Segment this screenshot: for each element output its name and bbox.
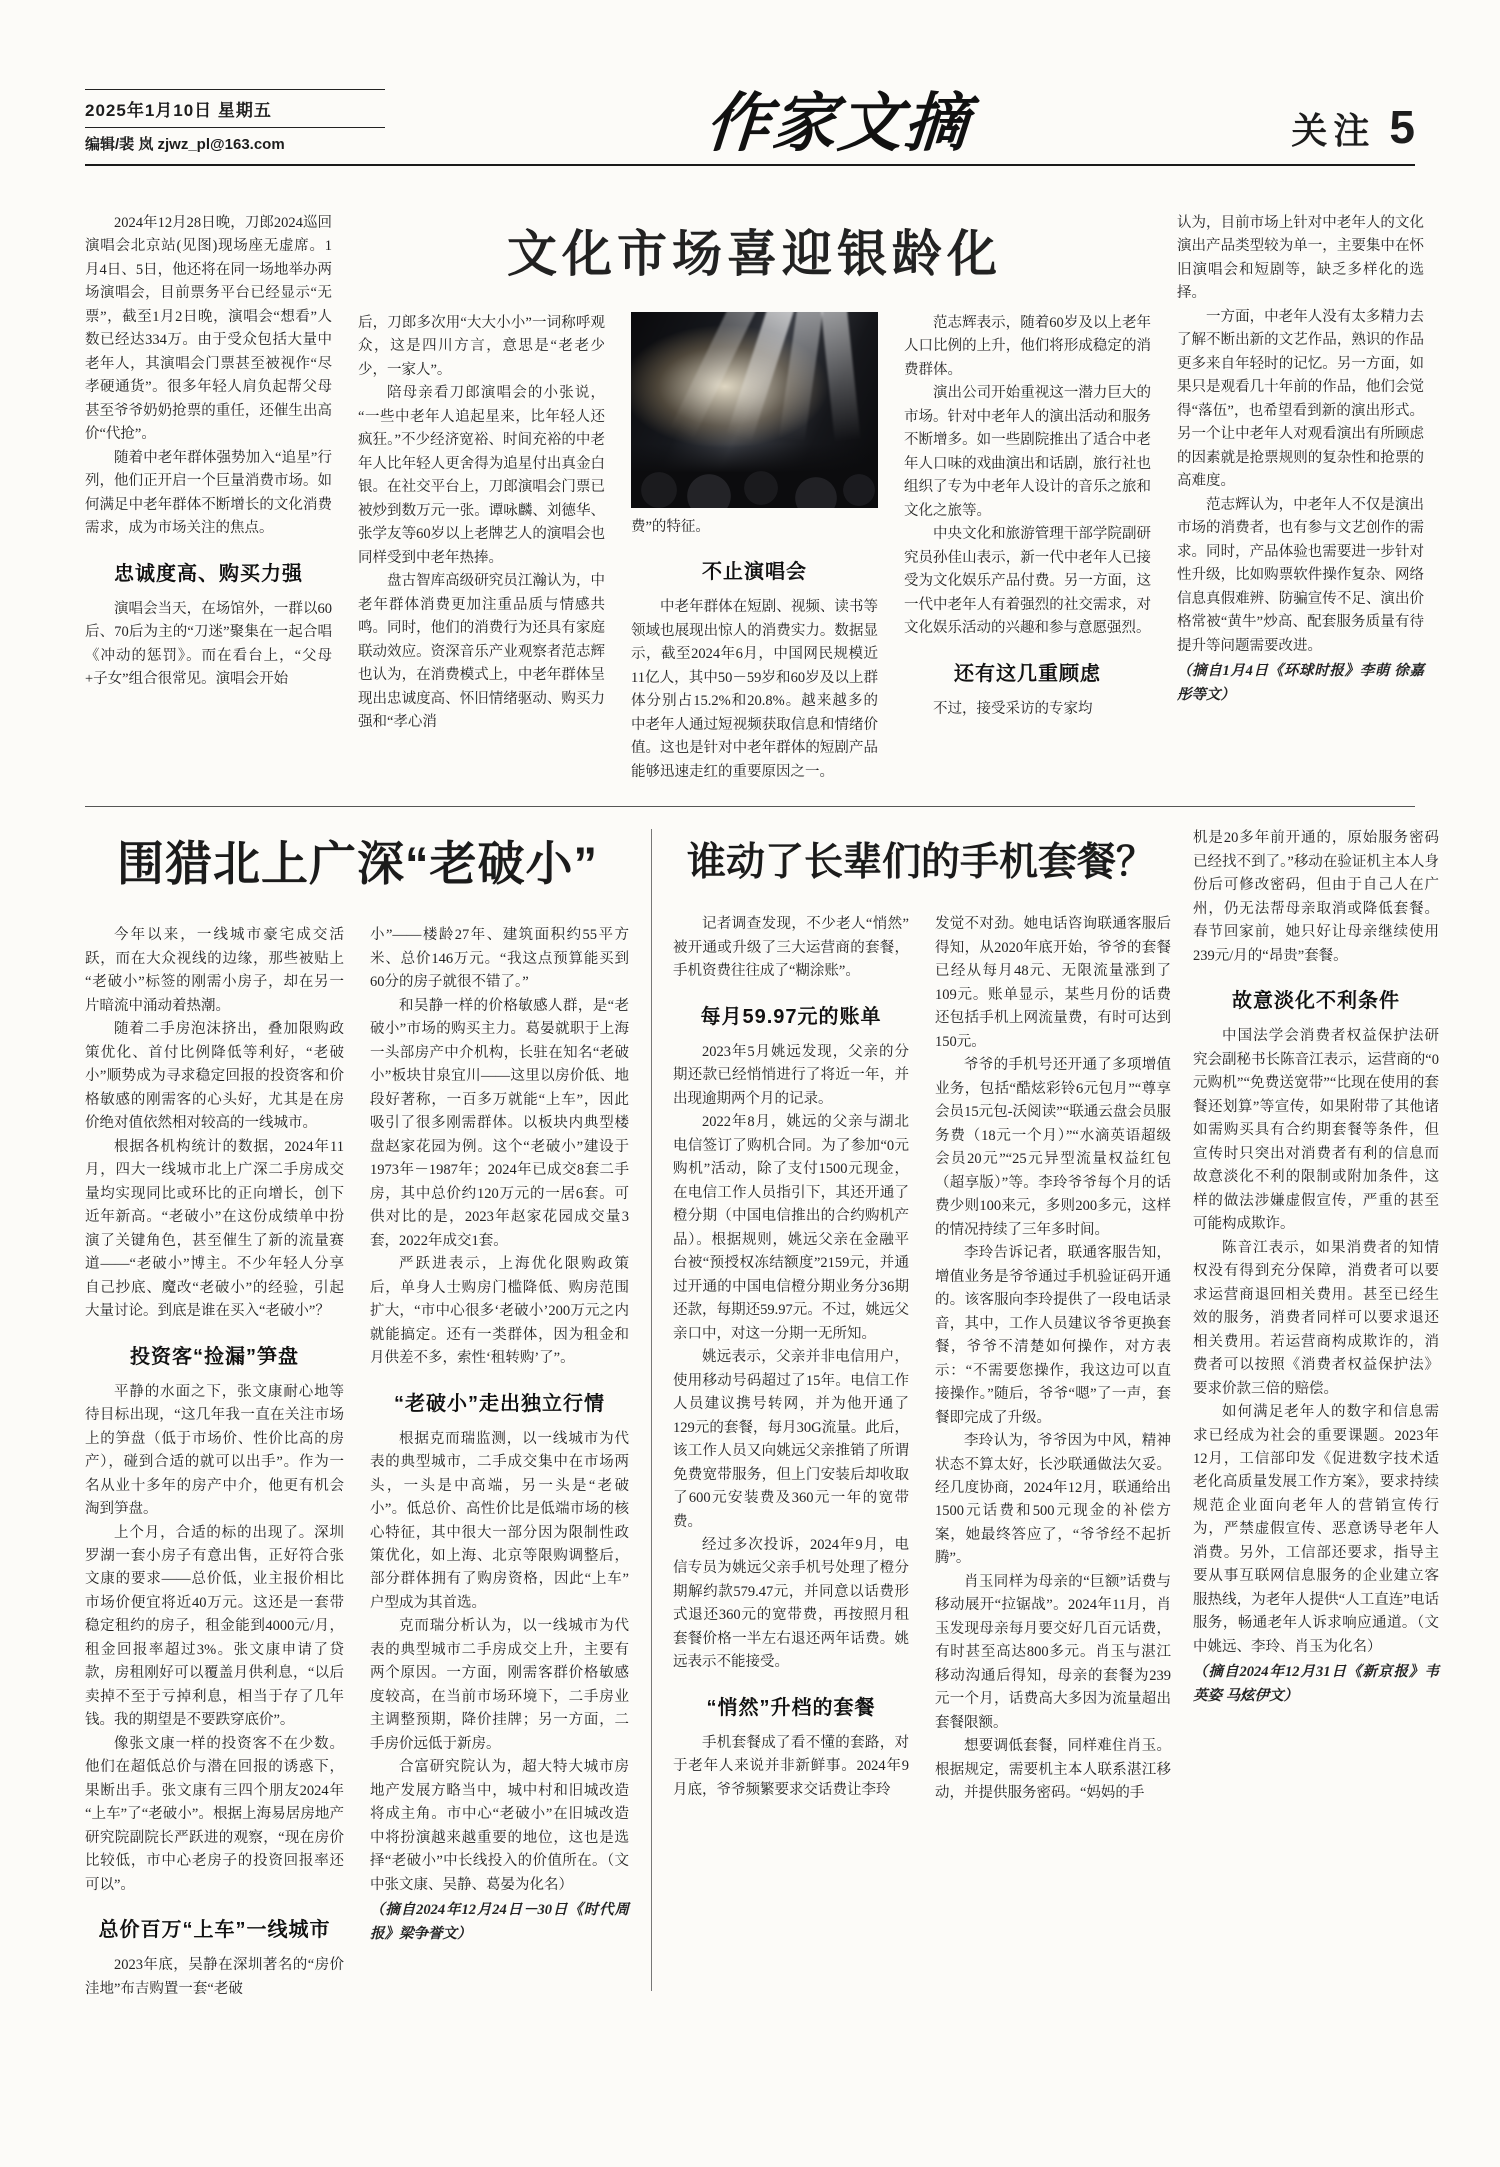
article-column-2 xyxy=(358,312,605,784)
page-header xyxy=(85,86,1415,161)
paragraph: 记者调查发现，不少老人“悄然”被开通或升级了三大运营商的套餐，手机资费往往成了“糊涂账”。 xyxy=(673,916,909,980)
paragraph: 经过多次投诉，2024年9月，电信专员为姚远父亲手机号处理了橙分期解约款579.47元，并同意以话费形式退还360元的宽带费，再按照月租套餐价格一半左右退还两年话费。姚远表示不能接受。 xyxy=(673,1536,909,1671)
bottom-section xyxy=(85,823,1439,2001)
paragraph: 一方面，中老年人没有太多精力去了解不断出新的文艺作品，熟识的作品更多来自年轻时的记忆。另一方面，如果只是观看几十年前的作品，他们会觉得“落伍”，也希望看到新的演出形式。另一个让中老年人对观看演出有所顾虑的因素就是抢票规则的复杂性和抢票的高难度。 xyxy=(1177,308,1424,490)
paragraph: 和吴静一样的价格敏感人群，是“老破小”市场的购买主力。葛晏就职于上海一头部房产中介机构，长驻在知名“老破小”板块甘泉宜川——这里以房价低、地段好著称，一百多万就能“上车”，因此吸引了很多刚需群体。以板块内典型楼盘赵家花园为例。这个“老破小”建设于1973年－1987年；2024年已成交8套二手房，其中总价约120万元的一居6套。可供对比的是，2023年赵家花园成交量3套，2022年成交1套。 xyxy=(370,997,629,1249)
subheading: 每月59.97元的账单 xyxy=(700,1005,882,1028)
paragraph: 陈音江表示，如果消费者的知情权没有得到充分保障，消费者可以要求运营商退回相关费用。甚至已经生效的服务，消费者同样可以要求退还相关费用。若运营商构成欺诈的，消费者可以按照《消费者权益保护法》要求价款三倍的赔偿。 xyxy=(1193,1239,1439,1397)
article-center-block xyxy=(358,212,1151,784)
source-attribution: （摘自2024年12月24日－30日《时代周报》梁争誉文） xyxy=(370,1902,629,1942)
paragraph: 想要调低套餐，同样难住肖玉。根据规定，需要机主本人联系湛江移动，并提供服务密码。“妈妈的手 xyxy=(935,1738,1171,1802)
audience-silhouette xyxy=(631,444,878,508)
section-name: 关注 xyxy=(1291,110,1376,151)
article-culture-market xyxy=(85,212,1424,784)
paragraph: 范志辉认为，中老年人不仅是演出市场的消费者，也有参与文艺创作的需求。同时，产品体验也需要进一步针对性升级，比如购票软件操作复杂、网络信息真假难辨、防骗宣传不足、演出价格常被“黄牛”炒高、配套服务质量有待提升等问题需要改进。 xyxy=(1177,496,1424,654)
subheading: 忠诚度高、购买力强 xyxy=(114,562,303,585)
header-left-block xyxy=(85,89,385,156)
paragraph: 如何满足老年人的数字和信息需求已经成为社会的重要课题。2023年12月，工信部印发《促进数字技术适老化高质量发展工作方案》，要求持续规范企业面向老年人的营销宣传行为，严禁虚假宣传、恶意诱导老年人消费。另外，工信部还要求，指导主要从事互联网信息服务的企业建立客服热线，为老年人提供“人工直连”电话服务，畅通老年人诉求响应通道。（文中姚远、李玲、肖玉为化名） xyxy=(1193,1404,1439,1655)
vertical-divider-rule xyxy=(651,829,652,1991)
paragraph: 今年以来，一线城市豪宅成交活跃，而在大众视线的边缘，那些被贴上“老破小”标签的刚需小房子，却在另一片暗流中涌动着热潮。 xyxy=(85,927,344,1014)
paragraph: 小”——楼龄27年、建筑面积约55平方米、总价146万元。“我这点预算能买到60分的房子就很不错了。” xyxy=(370,927,629,991)
subheading: “老破小”走出独立行情 xyxy=(394,1392,605,1415)
paragraph: 2023年底，吴静在深圳著名的“房价洼地”布吉购置一套“老破 xyxy=(85,1957,344,1997)
column-3-text xyxy=(631,516,878,784)
article-title-phone-plans: 谁动了长辈们的手机套餐？ xyxy=(686,841,1155,885)
paragraph: 陪母亲看刀郎演唱会的小张说，“一些中老年人追起星来，比年轻人还疯狂。”不少经济宽裕、时间充裕的中老年人比年轻人更舍得为追星付出真金白银。在社交平台上，刀郎演唱会门票已被炒到数万元一张。谭咏麟、刘德华、张学友等60岁以上老牌艺人的演唱会也同样受到中老年热捧。 xyxy=(358,385,605,566)
paragraph: 范志辉表示，随着60岁及以上老年人口比例的上升，他们将形成稳定的消费群体。 xyxy=(904,315,1151,378)
article-column-1 xyxy=(85,212,332,784)
paragraph: 李玲认为，爷爷因为中风，精神状态不算太好，长沙联通做法欠妥。经几度协商，2024年12月，联通给出1500元话费和500元现金的补偿方案，她最终答应了，“爷爷经不起折腾”。 xyxy=(935,1433,1171,1567)
header-rule-mid xyxy=(85,127,385,128)
paragraph: 肖玉同样为母亲的“巨额”话费与移动展开“拉锯战”。2024年11月，肖玉发现母亲每月要交好几百元话费，有时甚至高达800多元。肖玉与湛江移动沟通后得知，母亲的套餐为239元一个月，话费高大多因为流量超出套餐限额。 xyxy=(935,1573,1171,1731)
laopoxiao-column-1 xyxy=(85,924,344,2001)
publication-date: 2025年1月10日 星期五 xyxy=(85,101,272,120)
paragraph: 不过，接受采访的专家均 xyxy=(933,700,1093,717)
paragraph: 机是20多年前开通的，原始服务密码已经找不到了。”移动在验证机主本人身份后可修改密码，但由于自己人在广州，仍无法帮母亲取消或降低套餐。春节回家前，她只好让母亲继续使用239元/月的“昂贵”套餐。 xyxy=(1193,830,1439,964)
paragraph: 演出公司开始重视这一潜力巨大的市场。针对中老年人的演出活动和服务不断增多。如一些剧院推出了适合中老年人口味的戏曲演出和话剧，旅行社也组织了专为中老年人设计的音乐之旅和文化之旅等。 xyxy=(904,385,1151,519)
paragraph: 2023年5月姚远发现，父亲的分期还款已经悄悄进行了将近一年，并出现逾期两个月的记录。 xyxy=(673,1043,909,1107)
subheading: 投资客“捡漏”笋盘 xyxy=(130,1345,299,1368)
subheading: 总价百万“上车”一线城市 xyxy=(98,1919,331,1942)
paragraph: 2022年8月，姚远的父亲与湖北电信签订了购机合同。为了参加“0元购机”活动，除了支付1500元现金，在电信工作人员指引下，其还开通了橙分期（中国电信推出的合约购机产品）。根据规则，姚远父亲在金融平台被“预授权冻结额度”2159元，并通过开通的中国电信橙分期业务分36期还款，每期还59.97元。不过，姚远父亲口中，对这一分期一无所知。 xyxy=(673,1114,909,1342)
stage-light-beam xyxy=(819,312,861,443)
article-title-culture-market: 文化市场喜迎银龄化 xyxy=(507,226,1002,282)
concert-crowd-photo xyxy=(631,312,878,508)
masthead-logo: 作家文摘 xyxy=(703,86,973,161)
paragraph: 上个月，合适的标的出现了。深圳罗湖一套小房子有意出售，正好符合张文康的要求——总价低，业主报价相比市场价便宜将近40万元。这还是一套带稳定租约的房子，租金能到4000元/月，租金回报率超过3%。张文康申请了贷款，房租刚好可以覆盖月供利息，“以后卖掉不至于亏掉利息，相当于存了几年钱。我的期望是不要跌穿底价”。 xyxy=(85,1524,344,1729)
phone-plans-column-2 xyxy=(935,913,1171,1805)
laopoxiao-column-2 xyxy=(370,924,629,2001)
source-attribution: （摘自2024年12月31日《新京报》韦英姿 马炫伊文） xyxy=(1193,1664,1439,1704)
paragraph: 2024年12月28日晚，刀郎2024巡回演唱会北京站(见图)现场座无虚席。1月4日、5日，他还将在同一场地举办两场演唱会，目前票务平台已经显示“无票”，截至1月2日晚，演唱会“想看”人数已经达334万。由于受众包括大量中老年人，其演唱会门票甚至被视作“尽孝硬通货”。很多年轻人肩负起帮父母甚至爷爷奶奶抢票的重任，还催生出高价“代抢”。 xyxy=(85,215,332,443)
paragraph: 李玲告诉记者，联通客服告知，增值业务是爷爷通过手机验证码开通的。该客服向李玲提供了一段电话录音，其中，工作人员建议爷爷更换套餐，爷爷不清楚如何操作，对方表示：“不需要您操作，我这边可以直接操作。”随后，爷爷“嗯”了一声，套餐即完成了升级。 xyxy=(935,1245,1171,1426)
paragraph: 平静的水面之下，张文康耐心地等待目标出现，“这几年我一直在关注市场上的笋盘（低于市场价、性价比高的房产），碰到合适的就可以出手”。作为一名从业十多年的房产中介，他更有机会淘到笋盘。 xyxy=(85,1383,344,1518)
article-phone-plans xyxy=(673,823,1439,2001)
paragraph: 手机套餐成了看不懂的套路，对于老年人来说并非新鲜事。2024年9月底，爷爷频繁要求交话费让李玲 xyxy=(673,1734,909,1798)
paragraph: 中央文化和旅游管理干部学院副研究员孙佳山表示，新一代中老年人已接受为文化娱乐产品付费。另一方面，这一代中老年人有着强烈的社交需求，对文化娱乐活动的兴趣和参与意愿强烈。 xyxy=(904,526,1151,637)
paragraph: 盘古智库高级研究员江瀚认为，中老年群体消费更加注重品质与情感共鸣。同时，他们的消费行为还具有家庭联动效应。资深音乐产业观察者范志辉也认为，在消费模式上，中老年群体呈现出忠诚度高、怀旧情绪驱动、购买力强和“孝心消 xyxy=(358,573,605,731)
subheading: “悄然”升档的套餐 xyxy=(706,1696,876,1719)
paragraph: 合富研究院认为，超大特大城市房地产发展方略当中，城中村和旧城改造将成主角。市中心“老破小”在旧城改造中将扮演越来越重要的地位，这也是选择“老破小”中长线投入的价值所在。（文中张文康、吴静、葛晏为化名） xyxy=(370,1759,629,1893)
article-column-5 xyxy=(1177,212,1424,784)
page-number: 5 xyxy=(1389,101,1415,153)
paragraph: 像张文康一样的投资客不在少数。他们在超低总价与潜在回报的诱惑下，果断出手。张文康有三四个朋友2024年“上车”了“老破小”。根据上海易居房地产研究院副院长严跃进的观察，“现在房价比较低，市中心老房子的投资回报率还可以”。 xyxy=(85,1735,344,1893)
article-column-3 xyxy=(631,312,878,784)
paragraph: 后，刀郎多次用“大大小小”一词称呼观众，这是四川方言，意思是“老老少少，一家人”。 xyxy=(358,315,605,378)
phone-plans-main-block xyxy=(673,823,1169,2001)
header-divider-rule xyxy=(85,164,1415,166)
subheading: 不止演唱会 xyxy=(702,561,807,584)
paragraph: 严跃进表示，上海优化限购政策后，单身人士购房门槛降低、购房范围扩大，“市中心很多‘老破小’200万元之内就能搞定。还有一类群体，因为租金和月供差不多，索性‘租转购’了”。 xyxy=(370,1256,629,1367)
section-and-page xyxy=(1291,100,1415,156)
header-rule-top xyxy=(85,89,385,90)
article-column-4 xyxy=(904,312,1151,784)
paragraph: 克而瑞分析认为，以一线城市为代表的典型城市二手房成交上升，主要有两个原因。一方面，刚需客群价格敏感度较高，在当前市场环境下，二手房业主调整预期，降价挂牌；另一方面，二手房价远低于新房。 xyxy=(370,1618,629,1752)
paragraph: 爷爷的手机号还开通了多项增值业务，包括“酷炫彩铃6元包月”“尊享会员15元包-沃阅读”“联通云盘会员服务费（18元一个月）”“水滴英语超级会员20元”“25元异型流量权益红包（超享版）”等。李玲爷爷每个月的话费少则100来元，多则200多元，这样的情况持续了三年多时间。 xyxy=(935,1057,1171,1238)
editor-contact: 编辑/裴 岚 zjwz_pl@163.com xyxy=(85,136,285,153)
paragraph: 随着二手房泡沫挤出，叠加限购政策优化、首付比例降低等利好，“老破小”顺势成为寻求稳定回报的投资客和价格敏感的刚需客的心头好，尤其是在房价绝对值依然相对较高的一线城市。 xyxy=(85,1021,344,1132)
source-attribution: （摘自1月4日《环球时报》李萌 徐嘉彤等文） xyxy=(1177,663,1424,703)
paragraph: 根据各机构统计的数据，2024年11月，四大一线城市北上广深二手房成交量均实现同比或环比的正向增长，创下近年新高。“老破小”在这份成绩单中扮演了关键角色，甚至催生了新的流量赛道——“老破小”博主。不少年轻人分享自己抄底、魔改“老破小”的经验，引起大量讨论。到底是谁在买入“老破小”？ xyxy=(85,1138,344,1320)
paragraph: 演唱会当天，在场馆外，一群以60后、70后为主的“刀迷”聚集在一起合唱《冲动的惩罚》。而在看台上，“父母+子女”组合很常见。演唱会开始 xyxy=(85,600,332,688)
section-divider-rule xyxy=(85,806,1415,807)
article-title-laopoxiao: 围猎北上广深“老破小” xyxy=(117,837,598,891)
paragraph: 发觉不对劲。她电话咨询联通客服后得知，从2020年底开始，爷爷的套餐已经从每月48元、无限流量涨到了109元。账单显示，某些月份的话费还包括手机上网流量费，有时可达到150元。 xyxy=(935,916,1171,1050)
paragraph: 根据克而瑞监测，以一线城市为代表的典型城市，二手成交集中在市场两头，一头是中高端，另一头是“老破小”。低总价、高性价比是低端市场的核心特征，其中很大一部分因为限制性政策优化，如上海、北京等限购调整后，部分群体拥有了购房资格，因此“上车”户型成为其首选。 xyxy=(370,1430,629,1611)
subheading: 还有这几重顾虑 xyxy=(954,662,1101,685)
article-laopoxiao xyxy=(85,823,630,2001)
phone-plans-column-3 xyxy=(1193,823,1439,2001)
phone-plans-column-1 xyxy=(673,913,909,1805)
paragraph: 中国法学会消费者权益保护法研究会副秘书长陈音江表示，运营商的“0元购机”“免费送宽带”“比现在使用的套餐还划算”等宣传，如果附带了其他诸如需购买具有合约期套餐等条件，但宣传时只突出对消费者有利的信息而故意淡化不利的限制或附加条件，这样的做法涉嫌虚假宣传，严重的甚至可能构成欺诈。 xyxy=(1193,1028,1439,1233)
paragraph: 认为，目前市场上针对中老年人的文化演出产品类型较为单一，主要集中在怀旧演唱会和短剧等，缺乏多样化的选择。 xyxy=(1177,215,1424,302)
paragraph: 姚远表示，父亲并非电信用户，使用移动号码超过了15年。电信工作人员建议携号转网，并为他开通了129元的套餐，每月30G流量。此后，该工作人员又向姚远父亲推销了所谓免费宽带服务，但上门安装后却收取了600元安装费及360元一年的宽带费。 xyxy=(673,1349,909,1530)
subheading: 故意淡化不利条件 xyxy=(1232,990,1400,1013)
paragraph: 中老年群体在短剧、视频、读书等领域也展现出惊人的消费实力。数据显示，截至2024年6月，中国网民规模近11亿人，其中50－59岁和60岁及以上群体分别占15.2%和20.8%。越来越多的中老年人通过短视频获取信息和情绪价值。这也是针对中老年群体的短剧产品能够迅速走红的重要原因之一。 xyxy=(631,599,878,780)
paragraph: 随着中老年群体强势加入“追星”行列，他们正开启一个巨量消费市场。如何满足中老年群体不断增长的文化消费需求，成为市场关注的焦点。 xyxy=(85,449,332,537)
paragraph: 费”的特征。 xyxy=(631,519,710,535)
